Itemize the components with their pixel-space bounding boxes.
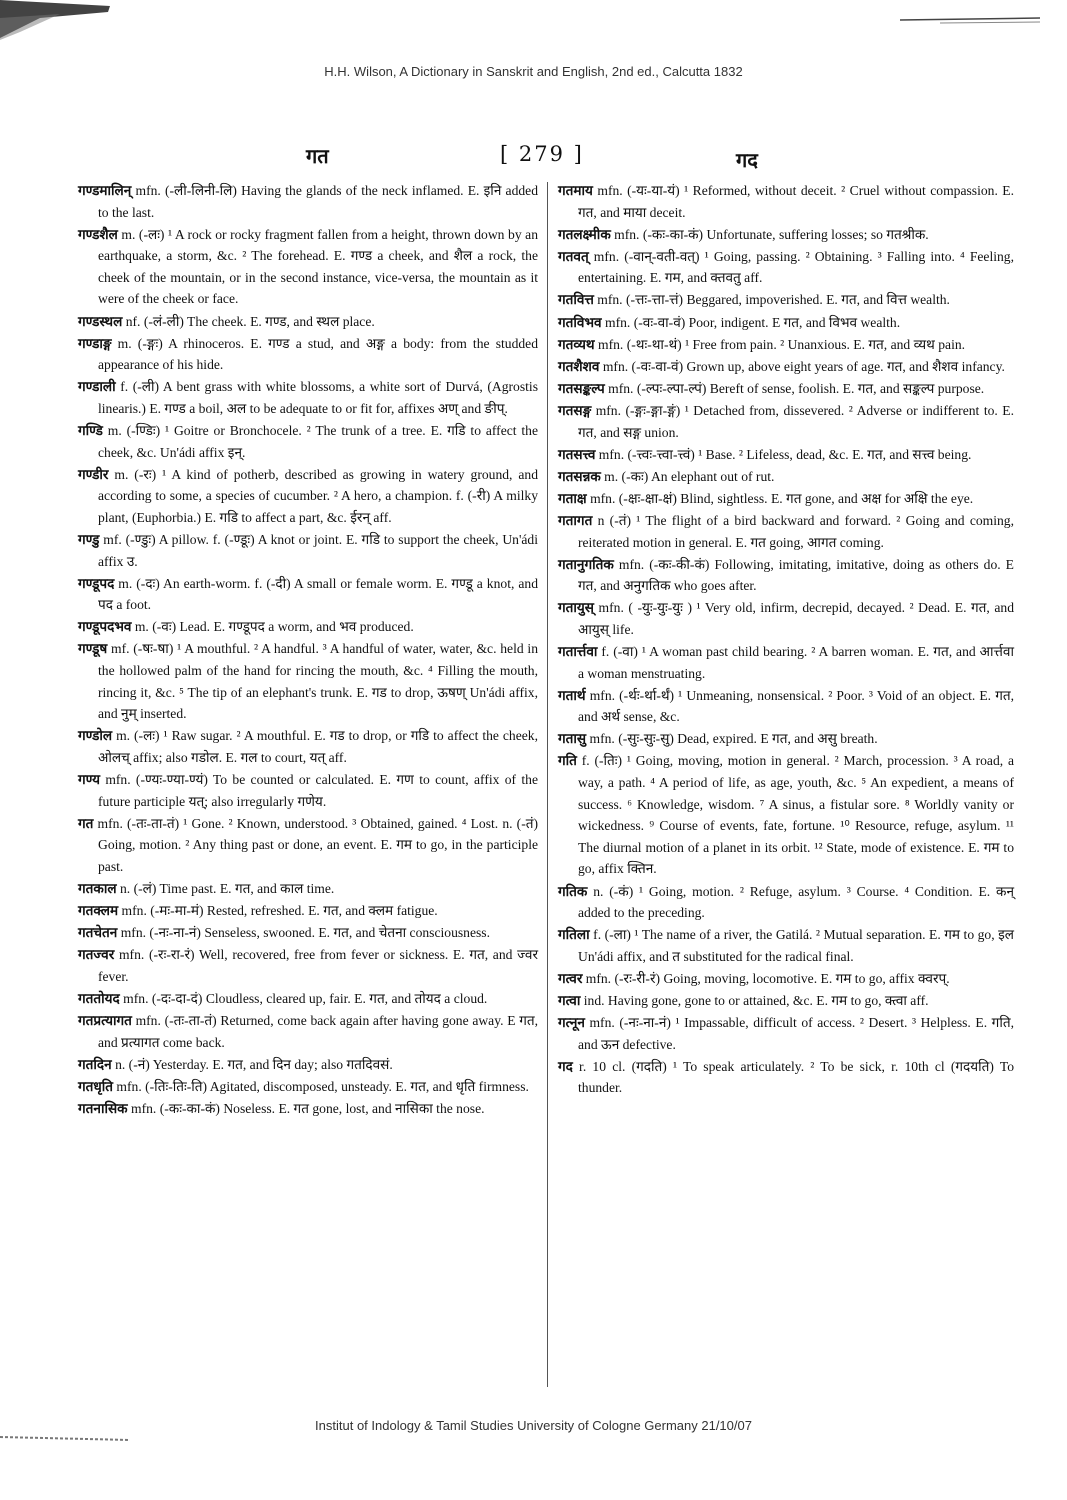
column-divider: [547, 182, 548, 1387]
entry-headword: गतविभव: [558, 314, 602, 330]
dictionary-entry: [78, 725, 538, 768]
entry-definition: m. (-रः) ¹ A kind of potherb, described as growing in watery ground, and according to some, a species of cucumber. ² A hero, a champion. f. (-री) A milky plant, (Euphorbia.) E. गडि to affect a part, &c. ईरन् aff.: [98, 466, 538, 525]
dictionary-entry: [558, 510, 1014, 553]
entry-headword: गतचेतन: [78, 925, 118, 941]
entry-headword: गण्डाङ्ग: [78, 335, 112, 351]
dictionary-entry: [78, 311, 538, 333]
entry-definition: f. (-तिः) ¹ Going, moving, motion in general. ² March, procession. ³ A road, a way, a path. ⁴ A period of life, as age, youth, &c. ⁵ An expedient, a means of success. ⁶ Knowledge, wisdom. ⁷ A sinus, a fistular sore. ⁸ Worldly vanity or wickedness. ⁹ Course of events, fate, fortune. ¹⁰ Resource, refuge, asylum. ¹¹ The diurnal motion of a planet in its orbit. ¹² State, mode of existence. E. गम to go, affix क्तिन.: [576, 753, 1014, 877]
entry-definition: mfn. (-रः-री-रं) Going, moving, locomotive. E. गम to go, affix क्वरप्.: [582, 970, 950, 986]
dictionary-entry: [78, 224, 538, 310]
entry-definition: mfn. (-दः-दा-दं) Cloudless, cleared up, fair. E. गत, and तोयद a cloud.: [119, 990, 488, 1006]
running-head-right: गद: [736, 148, 758, 172]
entry-headword: गतार्त्तवा: [558, 643, 598, 659]
entry-definition: nf. (-लं-ली) The cheek. E. गण्ड, and स्थल place.: [122, 313, 375, 329]
entry-headword: गण्डूपदभव: [78, 619, 132, 635]
entry-definition: mfn. (-कः-का-कं) Unfortunate, suffering losses; so गतश्रीक.: [610, 226, 929, 242]
scan-line-top-right: [900, 12, 1040, 26]
entry-definition: mfn. (-नः-ना-नं) Senseless, swooned. E. गत, and चेतना consciousness.: [117, 925, 490, 941]
dictionary-entry: [558, 180, 1014, 223]
dictionary-entry: [78, 988, 538, 1010]
dictionary-entry: [558, 750, 1014, 880]
entry-definition: mfn. (-ली-लिनी-लि) Having the glands of the neck inflamed. E. इनि added to the last.: [98, 183, 538, 220]
dictionary-entry: [78, 813, 538, 878]
dictionary-entry: [78, 922, 538, 944]
entry-headword: गत्नून: [558, 1015, 585, 1031]
dictionary-entry: [78, 616, 538, 638]
entry-headword: गण्डि: [78, 423, 103, 439]
entry-headword: गतक्लम: [78, 903, 119, 919]
entry-headword: गतलक्ष्मीक: [558, 226, 611, 242]
entry-definition: mfn. (-त्त्वः-त्त्वा-त्त्वं) ¹ Base. ² Lifeless, dead, &c. E. गत, and सत्त्व being.: [595, 446, 972, 462]
entry-definition: mfn. (-ल्पः-ल्पा-ल्पं) Bereft of sense, foolish. E. गत, and सङ्कल्प purpose.: [604, 380, 985, 396]
entry-definition: mfn. (-नः-ना-नं) ¹ Impassable, difficult of access. ² Desert. ³ Helpless. E. गति, and ऊन defective.: [578, 1015, 1014, 1052]
entry-headword: गण्डु: [78, 532, 100, 547]
dictionary-entry: [558, 881, 1014, 924]
dictionary-entry: [558, 444, 1014, 466]
dictionary-entry: [558, 378, 1014, 400]
entry-definition: mfn. (-सुः-सुः-सु) Dead, expired. E गत, and असु breath.: [586, 731, 878, 747]
entry-headword: गण्य: [78, 772, 100, 788]
entry-headword: गतप्रत्यागत: [78, 1013, 132, 1029]
entry-definition: mfn. (-तः-ता-तं) Returned, come back again after having gone away. E गत, and प्रत्यागत come back.: [98, 1013, 538, 1050]
entry-headword: गतदिन: [78, 1056, 112, 1072]
entry-definition: f. (-ली) A bent grass with white blossoms, a white sort of Durvá, (Agrostis linearis.) E. गण्ड a boil, अल to be adequate to or fit for, affixes अण् and ङीप्.: [98, 379, 538, 416]
dictionary-entry: [78, 333, 538, 376]
dictionary-entry: [558, 968, 1014, 990]
dictionary-entry: [78, 420, 538, 463]
entry-definition: n. (-नं) Yesterday. E. गत, and दिन day; also गतदिवसं.: [111, 1056, 393, 1072]
dictionary-entry: [558, 246, 1014, 289]
entry-definition: mfn. (-ण्यः-ण्या-ण्यं) To be counted or calculated. E. गण to count, affix of the future participle यत्; also irregularly गणेय.: [98, 772, 538, 809]
entry-headword: गततोयद: [78, 990, 120, 1006]
entry-definition: mfn. (-वान्-वती-वत्) ¹ Going, passing. ² Obtaining. ³ Falling into. ⁴ Feeling, entertaining. E. गम, and क्तवतु aff.: [578, 248, 1014, 286]
dictionary-entry: [558, 1012, 1014, 1055]
dictionary-entry: [78, 1010, 538, 1053]
entry-headword: गतसङ्कल्प: [558, 380, 605, 396]
dictionary-entry: [558, 289, 1014, 311]
entry-headword: गतमाय: [558, 183, 593, 198]
dictionary-entry: [558, 685, 1014, 728]
dictionary-entry: [78, 900, 538, 922]
entry-headword: गत्वा: [558, 992, 581, 1008]
scan-smudge-top-left: [0, 0, 110, 40]
entry-headword: गतवित्त: [558, 292, 594, 308]
dictionary-entry: [558, 466, 1014, 488]
entry-headword: गतिक: [558, 883, 588, 899]
entry-headword: गण्डोल: [78, 728, 113, 744]
dictionary-entry: [558, 312, 1014, 334]
entry-headword: गतधृति: [78, 1078, 114, 1094]
entry-headword: गत: [78, 815, 94, 831]
entry-headword: गतार्थ: [558, 687, 586, 703]
entry-definition: f. (-वा) ¹ A woman past child bearing. ² A barren woman. E. गत, and आर्त्तवा a woman menstruating.: [578, 643, 1014, 681]
dictionary-entry: [558, 334, 1014, 356]
entry-headword: गत्वर: [558, 970, 583, 986]
entry-definition: mfn. (-मः-मा-मं) Rested, refreshed. E. गत, and क्लम fatigue.: [118, 903, 438, 919]
entry-definition: m. (-दः) An earth-worm. f. (-दी) A small or female worm. E. गण्डू a knot, and पद a foot.: [98, 575, 538, 613]
entry-headword: गतासु: [558, 731, 587, 747]
entry-definition: m. (-ण्डिः) ¹ Goitre or Bronchocele. ² The trunk of a tree. E. गडि to affect the cheek, &c. Un'ádi affix इन्.: [98, 423, 538, 460]
dictionary-entry: [78, 878, 538, 900]
entry-headword: गतकाल: [78, 881, 117, 896]
dictionary-entry: [558, 924, 1014, 967]
dictionary-entry: [78, 529, 538, 572]
entry-headword: गतसन्नक: [558, 468, 601, 484]
entry-definition: mfn. (-त्तः-त्ता-त्तं) Beggared, impoverished. E. गत, and वित्त wealth.: [593, 292, 950, 308]
entry-definition: mfn. (-तिः-तिः-ति) Agitated, discomposed, unsteady. E. गत, and धृति firmness.: [113, 1078, 529, 1094]
entry-definition: m. (-कः) An elephant out of rut.: [600, 468, 775, 484]
entry-definition: mfn. (-वः-वा-वं) Grown up, above eight years of age. गत, and शैशव infancy.: [599, 358, 1005, 374]
dictionary-entry: [558, 728, 1014, 750]
dictionary-entry: [78, 573, 538, 616]
dictionary-entry: [558, 488, 1014, 510]
dictionary-entry: [78, 1098, 538, 1120]
entry-headword: गतागत: [558, 512, 593, 528]
page-number: [ 279 ]: [500, 142, 584, 166]
entry-definition: mfn. (-ङ्गः-ङ्गा-ङ्गं) ¹ Detached from, dissevered. ² Adverse or indifferent to. E. गत, and सङ्ग union.: [578, 402, 1014, 440]
dictionary-entry: [78, 638, 538, 724]
dictionary-entry: [558, 356, 1014, 378]
dictionary-entry: [78, 769, 538, 812]
dictionary-entry: [78, 1076, 538, 1098]
entry-headword: गण्डूपद: [78, 575, 115, 591]
entry-headword: गद: [558, 1058, 573, 1074]
entry-definition: mfn. (-यः-या-यं) ¹ Reformed, without deceit. ² Cruel without compassion. E. गत, and माया deceit.: [578, 183, 1014, 220]
entry-headword: गतवत्: [558, 248, 589, 264]
entry-definition: mfn. ( -युः-युः-युः ) ¹ Very old, infirm, decrepid, decayed. ² Dead. E. गत, and आयुस् life.: [578, 600, 1014, 637]
entry-headword: गतव्यथ: [558, 336, 595, 352]
dictionary-entry: [558, 224, 1014, 246]
dictionary-entry: [558, 641, 1014, 684]
entry-definition: mfn. (-थः-था-थं) ¹ Free from pain. ² Unanxious. E. गत, and व्यथ pain.: [594, 336, 966, 352]
entry-headword: गतज्वर: [78, 947, 115, 963]
entry-definition: n. (-कं) ¹ Going, motion. ² Refuge, asylum. ³ Course. ⁴ Condition. E. कन् added to the preceding.: [578, 883, 1014, 921]
dictionary-entry: [78, 1054, 538, 1076]
entry-headword: गण्डीर: [78, 466, 109, 482]
source-citation-top: H.H. Wilson, A Dictionary in Sanskrit and English, 2nd ed., Calcutta 1832: [324, 64, 743, 79]
entry-headword: गताक्ष: [558, 490, 587, 506]
entry-headword: गतायुस्: [558, 600, 594, 616]
entry-headword: गण्डमालिन्: [78, 183, 132, 198]
entry-definition: m. (-लः) ¹ Raw sugar. ² A mouthful. E. गड to drop, or गडि to affect the cheek, ओलच् affix; also गडोल. E. गल to court, यत् aff.: [98, 728, 538, 765]
entry-definition: m. (-ङ्गः) A rhinoceros. E. गण्ड a stud, and अङ्ग a body: from the studded appearance of his hide.: [98, 335, 538, 373]
entry-definition: mfn. (-क्षः-क्षा-क्षं) Blind, sightless. E. गत gone, and अक्ष for अक्षि the eye.: [586, 490, 974, 506]
entry-definition: mfn. (-तः-ता-तं) ¹ Gone. ² Known, understood. ³ Obtained, gained. ⁴ Lost. n. (-तं) Going, motion. ² Any thing past or done, an event. E. गम to go, in the participle past.: [93, 815, 538, 874]
entry-headword: गण्डूष: [78, 641, 108, 657]
entry-definition: mf. (-षः-षा) ¹ A mouthful. ² A handful. ³ A handful of water, water, &c. held in the hollowed palm of the hand for rincing the mouth, &c. ⁴ Filling the mouth, rincing it, &c. ⁵ The tip of an elephant's trunk. E. गड to drop, ऊषण् Un'ádi affix, and नुम् inserted.: [98, 641, 538, 722]
dictionary-entry: [558, 597, 1014, 640]
dictionary-entry: [78, 376, 538, 419]
entry-definition: n (-तं) ¹ The flight of a bird backward and forward. ² Going and coming, reiterated motion in general. E. गत going, आगत coming.: [578, 512, 1014, 550]
dictionary-entry: [558, 554, 1014, 597]
entry-definition: n. (-लं) Time past. E. गत, and काल time.: [116, 881, 335, 896]
entry-headword: गतसङ्ग: [558, 402, 592, 418]
entry-definition: m. (-वः) Lead. E. गण्डूपद a worm, and भव produced.: [131, 619, 414, 635]
dictionary-entry: [558, 400, 1014, 443]
entry-definition: mfn. (-रः-रा-रं) Well, recovered, free from fever or sickness. E. गत, and ज्वर fever.: [98, 947, 538, 984]
entry-headword: गतसत्त्व: [558, 446, 596, 462]
entry-definition: m. (-लः) ¹ A rock or rocky fragment fallen from a height, thrown down by an earthquake, a storm, &c. ² The forehead. E. गण्ड a cheek, and शैल a rock, the cheek of the mountain, or in the second instance, vice-versa, the mountain as it were of the cheek or face.: [98, 226, 538, 307]
entry-headword: गति: [558, 753, 577, 769]
dictionary-entry: [558, 990, 1014, 1012]
dictionary-entry: [78, 180, 538, 223]
entry-definition: mfn. (-वः-वा-वं) Poor, indigent. E गत, and विभव wealth.: [601, 314, 901, 330]
entry-headword: गण्डाली: [78, 379, 116, 395]
running-head-left: गत: [306, 144, 329, 168]
page-header: [0, 140, 1067, 174]
dictionary-entry: [78, 464, 538, 529]
entry-headword: गतशैशव: [558, 358, 600, 374]
entry-headword: गतिला: [558, 927, 590, 943]
left-column: [78, 180, 538, 1120]
entry-headword: गतनासिक: [78, 1100, 128, 1116]
entry-definition: mfn. (-कः-का-कं) Noseless. E. गत gone, lost, and नासिका the nose.: [127, 1100, 485, 1116]
entry-definition: r. 10 cl. (गदति) ¹ To speak articulately. ² To be sick, r. 10th cl (गदयति) To thunder.: [572, 1058, 1014, 1096]
entry-definition: f. (-ला) ¹ The name of a river, the Gatilá. ² Mutual separation. E. गम to go, इल Un'ádi affix, and त substituted for the radical final.: [578, 927, 1015, 964]
entry-definition: mfn. (-कः-की-कं) Following, imitating, imitative, doing as others do. E गत, and अनुगतिक who goes after.: [578, 556, 1014, 594]
entry-headword: गण्डशैल: [78, 226, 118, 242]
source-citation-bottom: Institut of Indology & Tamil Studies University of Cologne Germany 21/10/07: [315, 1418, 752, 1433]
entry-definition: mf. (-ण्डुः) A pillow. f. (-ण्डूः) A knot or joint. E. गडि to support the cheek, Un'ádi affix उ.: [98, 532, 538, 569]
entry-definition: mfn. (-र्थः-र्था-र्थं) ¹ Unmeaning, nonsensical. ² Poor. ³ Void of an object. E. गत, and अर्थ sense, &c.: [578, 687, 1014, 725]
entry-definition: ind. Having gone, gone to or attained, &c. E. गम to go, क्त्वा aff.: [580, 992, 929, 1008]
entry-headword: गतानुगतिक: [558, 556, 614, 572]
dictionary-entry: [78, 944, 538, 987]
right-column: [558, 180, 1014, 1099]
dictionary-entry: [558, 1056, 1014, 1099]
entry-headword: गण्डस्थल: [78, 313, 123, 329]
